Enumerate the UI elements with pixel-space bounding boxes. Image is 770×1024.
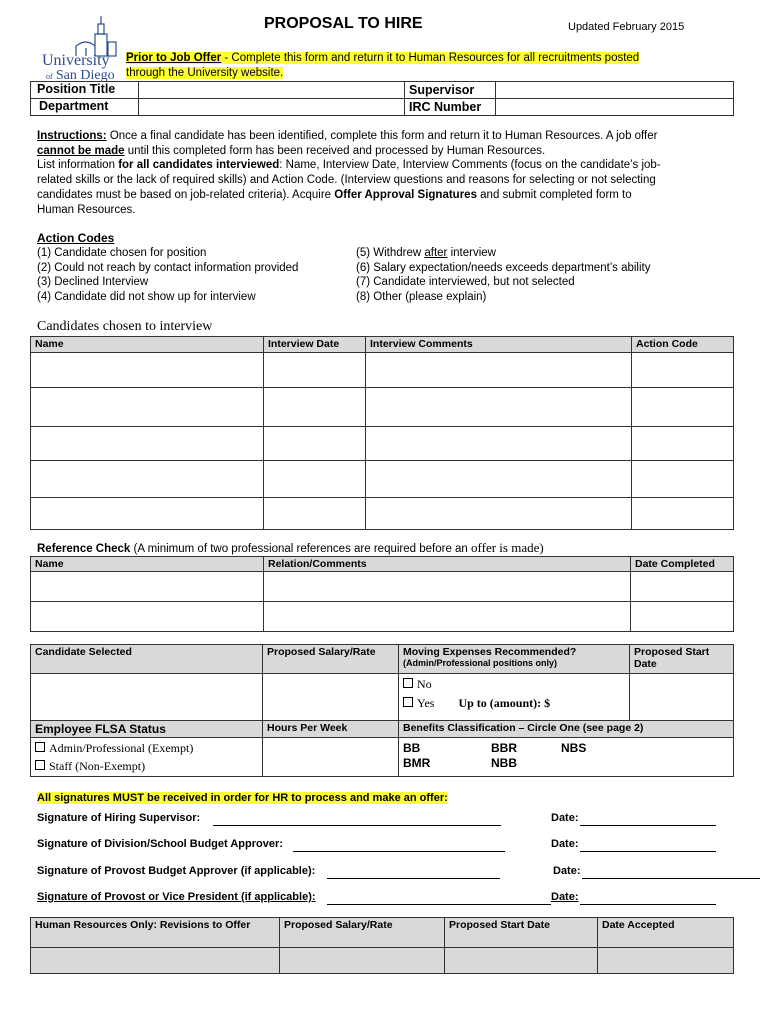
hr-col-salary: Proposed Salary/Rate — [280, 918, 445, 948]
hours-label: Hours Per Week — [263, 721, 399, 738]
cell[interactable] — [264, 353, 366, 388]
cell[interactable] — [31, 461, 264, 498]
sig-provost-vp-row — [37, 891, 734, 907]
cell[interactable] — [366, 498, 632, 530]
instructions-cannot: cannot be made — [37, 144, 125, 157]
flsa-admin-option[interactable]: Admin/Professional (Exempt) — [35, 739, 258, 757]
cell[interactable] — [31, 498, 264, 530]
signature-notice: All signatures MUST be received in order for HR to process and make an offer: — [37, 792, 448, 804]
sig-hiring-date-line[interactable] — [580, 812, 716, 826]
checkbox-icon[interactable] — [35, 742, 45, 752]
cell[interactable] — [31, 948, 280, 974]
irc-field[interactable] — [496, 99, 734, 116]
checkbox-icon[interactable] — [403, 678, 413, 688]
cell[interactable] — [366, 388, 632, 427]
action-code-7: (7) Candidate interviewed, but not selected — [356, 276, 575, 288]
checkbox-icon[interactable] — [35, 760, 45, 770]
sig-provost-vp-date-label: Date: — [551, 891, 579, 903]
instructions-line3a: List information — [37, 159, 119, 172]
col-interview-comments: Interview Comments — [366, 337, 632, 353]
candidates-table — [30, 336, 734, 530]
sig-division-label: Signature of Division/School Budget Approver: — [37, 838, 283, 850]
cell[interactable] — [31, 353, 264, 388]
department-label: Department — [31, 99, 139, 116]
cell[interactable] — [598, 948, 734, 974]
action-codes-heading: Action Codes — [37, 231, 115, 245]
cell[interactable] — [631, 572, 734, 602]
cell[interactable] — [264, 498, 366, 530]
prior-text2: through the University website. — [126, 67, 284, 79]
cell[interactable] — [366, 427, 632, 461]
supervisor-field[interactable] — [496, 82, 734, 99]
cell[interactable] — [632, 388, 734, 427]
sig-provost-budget-label: Signature of Provost Budget Approver (if applicable): — [37, 865, 316, 877]
prior-label: Prior to Job Offer — [126, 52, 222, 64]
hr-col-revisions: Human Resources Only: Revisions to Offer — [31, 918, 280, 948]
instructions-line2: until this completed form has been received and processed by Human Resources. — [124, 144, 546, 157]
hours-field[interactable] — [263, 738, 399, 777]
instructions-line6: Human Resources. — [37, 203, 136, 216]
cell[interactable] — [631, 602, 734, 632]
hr-col-start: Proposed Start Date — [445, 918, 598, 948]
table-row — [31, 498, 734, 530]
col-action-code: Action Code — [632, 337, 734, 353]
moving-label: Moving Expenses Recommended? — [403, 646, 577, 658]
benefits-label: Benefits Classification – Circle One (see page 2) — [399, 721, 734, 738]
checkbox-icon[interactable] — [403, 697, 413, 707]
instructions-label: Instructions: — [37, 130, 107, 142]
action-code-2: (2) Could not reach by contact information provided — [37, 261, 299, 274]
table-row — [31, 572, 734, 602]
moving-sub: (Admin/Professional positions only) — [403, 658, 558, 668]
sig-provost-vp-label: Signature of Provost or Vice President (if applicable): — [37, 891, 316, 903]
supervisor-label: Supervisor — [405, 82, 496, 99]
prior-notice — [126, 51, 639, 81]
cell[interactable] — [632, 427, 734, 461]
position-title-field[interactable] — [139, 82, 405, 99]
sig-provost-vp-date-line[interactable] — [580, 891, 716, 905]
reference-heading: Reference Check (A minimum of two professional references are required before an offer is made) — [37, 540, 544, 555]
moving-yes-option[interactable]: Yes Up to (amount): $ — [403, 694, 625, 713]
selection-table — [30, 644, 734, 777]
ref-col-date: Date Completed — [631, 557, 734, 572]
cell[interactable] — [366, 461, 632, 498]
instructions-line1: Once a final candidate has been identified, complete this form and return it to Human Resources. A job offer — [106, 130, 658, 142]
table-row — [31, 461, 734, 498]
table-row — [31, 353, 734, 388]
action-code-6: (6) Salary expectation/needs exceeds department’s ability — [356, 261, 651, 274]
prior-text: - Complete this form and return it to Human Resources for all recruitments posted — [221, 52, 640, 64]
instructions — [37, 129, 734, 217]
cell[interactable] — [280, 948, 445, 974]
sig-division-date-line[interactable] — [580, 838, 716, 852]
candidate-selected-label: Candidate Selected — [31, 645, 263, 674]
instructions-line5b: Offer Approval Signatures — [334, 188, 477, 201]
irc-label: IRC Number — [405, 99, 496, 116]
action-codes-left — [37, 246, 298, 304]
cell[interactable] — [632, 498, 734, 530]
cell[interactable] — [264, 388, 366, 427]
ref-col-name: Name — [31, 557, 264, 572]
hr-col-accepted: Date Accepted — [598, 918, 734, 948]
reference-table — [30, 556, 734, 632]
benefit-bb[interactable]: BB — [403, 741, 421, 755]
sig-hiring-label: Signature of Hiring Supervisor: — [37, 812, 201, 824]
university-logo — [38, 14, 120, 83]
sig-hiring-date-label: Date: — [551, 812, 579, 824]
cell[interactable] — [31, 427, 264, 461]
cell[interactable] — [31, 388, 264, 427]
position-title-label: Position Title — [31, 82, 139, 99]
proposed-salary-field[interactable] — [263, 674, 399, 721]
benefit-nbs[interactable]: NBS — [561, 741, 587, 755]
cell[interactable] — [445, 948, 598, 974]
cell[interactable] — [31, 602, 264, 632]
logo-line2: San Diego — [55, 68, 115, 83]
col-interview-date: Interview Date — [264, 337, 366, 353]
ref-col-relation: Relation/Comments — [264, 557, 631, 572]
candidates-heading: Candidates chosen to interview — [37, 319, 213, 334]
table-row — [31, 388, 734, 427]
sig-hiring-line[interactable] — [213, 812, 501, 826]
sig-division-row — [37, 838, 734, 854]
cell[interactable] — [366, 353, 632, 388]
instructions-line3c: : Name, Interview Date, Interview Comments (focus on the candidate’s job- — [279, 159, 661, 172]
instructions-line5c: and submit completed form to — [476, 188, 632, 201]
start-date-field[interactable] — [630, 674, 734, 721]
benefit-bbr[interactable]: BBR — [491, 741, 517, 755]
table-row — [31, 948, 734, 974]
department-field[interactable] — [139, 99, 405, 116]
table-row — [31, 602, 734, 632]
action-code-1: (1) Candidate chosen for position — [37, 247, 207, 259]
action-code-8: (8) Other (please explain) — [356, 290, 487, 303]
action-code-4: (4) Candidate did not show up for interview — [37, 290, 256, 303]
cell[interactable] — [632, 353, 734, 388]
action-code-3: (3) Declined Interview — [37, 276, 149, 288]
benefit-bmr[interactable]: BMR — [403, 756, 431, 770]
updated-date: Updated February 2015 — [568, 21, 685, 33]
flsa-staff-option[interactable]: Staff (Non-Exempt) — [35, 757, 258, 775]
cell[interactable] — [264, 602, 631, 632]
sig-provost-budget-line[interactable] — [327, 865, 500, 879]
table-row — [31, 427, 734, 461]
col-name: Name — [31, 337, 264, 353]
benefit-nbb[interactable]: NBB — [491, 756, 517, 770]
cell[interactable] — [264, 427, 366, 461]
sig-division-date-label: Date: — [551, 838, 579, 850]
action-code-5: (5) Withdrew after interview — [356, 247, 496, 259]
logo-of: of — [46, 72, 53, 81]
instructions-line4: related skills or the lack of required skills) and Action Code. (Interview questions and reasons for selecting or not selecting — [37, 174, 656, 187]
sig-division-line[interactable] — [293, 838, 505, 852]
sig-provost-budget-date-line[interactable] — [582, 865, 760, 879]
start-date-label: Proposed Start Date — [630, 645, 734, 674]
moving-no-option[interactable]: No — [403, 675, 625, 694]
instructions-line5a: candidates must be based on job-related criteria). Acquire — [37, 188, 335, 201]
action-codes-right — [356, 246, 650, 304]
sig-provost-vp-line[interactable] — [327, 891, 551, 905]
sig-hiring-row — [37, 812, 734, 828]
logo-line1: University — [42, 52, 110, 69]
candidate-selected-field[interactable] — [31, 674, 263, 721]
proposed-salary-label: Proposed Salary/Rate — [263, 645, 399, 674]
flsa-label: Employee FLSA Status — [31, 721, 263, 738]
cell[interactable] — [264, 572, 631, 602]
cell[interactable] — [264, 461, 366, 498]
cell[interactable] — [632, 461, 734, 498]
hr-table — [30, 917, 734, 974]
instructions-line3b: for all candidates interviewed — [118, 159, 280, 172]
cell[interactable] — [31, 572, 264, 602]
sig-provost-budget-date-label: Date: — [553, 865, 581, 877]
page-title: PROPOSAL TO HIRE — [264, 15, 423, 32]
position-table — [30, 81, 734, 116]
sig-provost-budget-row — [37, 865, 762, 881]
